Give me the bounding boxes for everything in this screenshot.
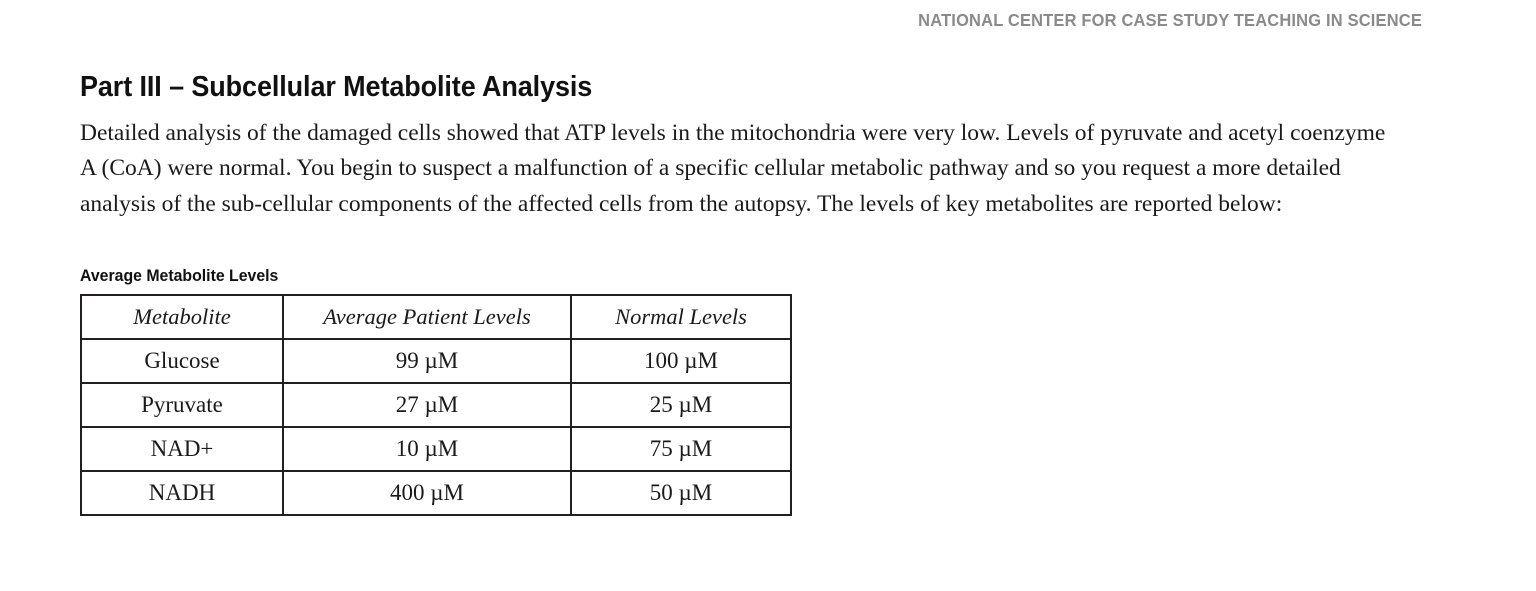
document-content bbox=[80, 72, 1410, 516]
page-title: Part III – Subcellular Metabolite Analysis bbox=[80, 71, 593, 103]
cell-metabolite: NADH bbox=[81, 471, 283, 515]
column-header-normal-levels: Normal Levels bbox=[571, 295, 791, 339]
cell-normal-level: 100 µM bbox=[571, 339, 791, 383]
table-row bbox=[81, 339, 791, 383]
intro-paragraph: Detailed analysis of the damaged cells showed that ATP levels in the mitochondria were very low. Levels of pyruvate and acetyl coenzyme A (CoA) were normal. You begin to suspect a malfunction of a specific cellular metabolic pathway and so you request a more detailed analysis of the sub-cellular components of the affected cells from the autopsy. The levels of key metabolites are reported below: bbox=[80, 119, 1386, 217]
cell-normal-level: 25 µM bbox=[571, 383, 791, 427]
column-header-patient-levels: Average Patient Levels bbox=[283, 295, 571, 339]
cell-patient-level: 27 µM bbox=[283, 383, 571, 427]
cell-patient-level: 400 µM bbox=[283, 471, 571, 515]
cell-metabolite: Glucose bbox=[81, 339, 283, 383]
cell-patient-level: 99 µM bbox=[283, 339, 571, 383]
cell-patient-level: 10 µM bbox=[283, 427, 571, 471]
table-header-row bbox=[81, 295, 791, 339]
table-row bbox=[81, 427, 791, 471]
table-row bbox=[81, 471, 791, 515]
organization-name: NATIONAL CENTER FOR CASE STUDY TEACHING IN SCIENCE bbox=[918, 10, 1422, 30]
table-row bbox=[81, 383, 791, 427]
column-header-metabolite: Metabolite bbox=[81, 295, 283, 339]
table-caption: Average Metabolite Levels bbox=[80, 267, 279, 286]
page-header bbox=[0, 10, 1536, 31]
cell-normal-level: 75 µM bbox=[571, 427, 791, 471]
metabolite-table bbox=[80, 294, 792, 516]
cell-metabolite: NAD+ bbox=[81, 427, 283, 471]
cell-metabolite: Pyruvate bbox=[81, 383, 283, 427]
cell-normal-level: 50 µM bbox=[571, 471, 791, 515]
